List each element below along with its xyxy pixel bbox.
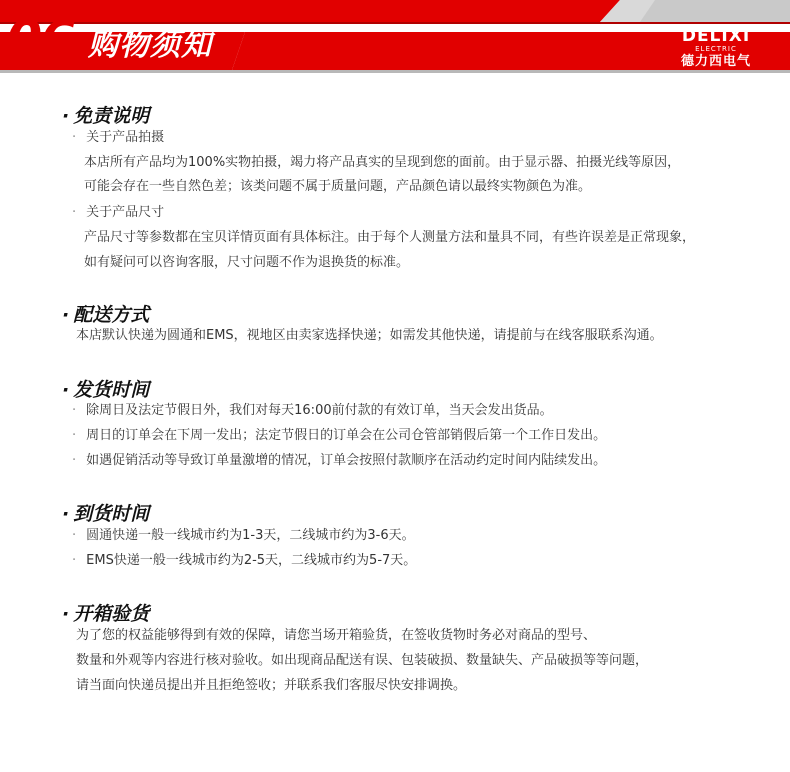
list-bullet: · (72, 428, 77, 443)
brand-logo (668, 28, 764, 72)
paragraph-line: 产品尺寸等参数都在宝贝详情页面有具体标注。由于每个人测量方法和量具不同，有些许误差是正常现象， (84, 230, 696, 245)
heading-bullet: · (62, 105, 70, 127)
section-title: 购物须知 (88, 28, 212, 63)
list-item: · 如遇促销活动等导致订单量激增的情况，订单会按照付款顺序在活动约定时间内陆续发出。 (72, 453, 607, 468)
heading-bullet: · (62, 379, 70, 401)
list-item: · 除周日及法定节假日外，我们对每天16:00前付款的有效订单，当天会发出货品。 (72, 403, 553, 418)
brand-sub: ELECTRIC (695, 45, 737, 53)
heading-bullet: · (62, 304, 70, 326)
paragraph-line: 本店所有产品均为100%实物拍摄，竭力将产品真实的呈现到您的面前。由于显示器、拍摄光线等原因， (84, 155, 681, 170)
list-item: · 周日的订单会在下周一发出；法定节假日的订单会在公司仓管部销假后第一个工作日发出。 (72, 428, 607, 443)
section-number: 06 (6, 10, 75, 70)
paragraph-line: 请当面向快递员提出并且拒绝签收；并联系我们客服尽快安排调换。 (76, 678, 467, 693)
list-bullet: · (72, 528, 77, 543)
paragraph-line: 可能会存在一些自然色差；该类问题不属于质量问题，产品颜色请以最终实物颜色为准。 (84, 179, 592, 194)
header-banner (0, 0, 790, 76)
section-heading: · 到货时间 (62, 503, 150, 525)
paragraph-line: 数量和外观等内容进行核对验收。如出现商品配送有误、包装破损、数量缺失、产品破损等等问题， (76, 653, 649, 668)
brand-name: DELIXI (681, 26, 751, 46)
brand-chinese-name: 德力西电气 (680, 54, 751, 69)
heading-bullet: · (62, 503, 70, 525)
paragraph-line: 本店默认快递为圆通和EMS，视地区由卖家选择快递；如需发其他快递，请提前与在线客服联系沟通。 (76, 328, 663, 343)
paragraph-line: 为了您的权益能够得到有效的保障，请您当场开箱验货，在签收货物时务必对商品的型号、 (76, 628, 597, 643)
section-heading: · 开箱验货 (62, 603, 150, 625)
heading-bullet: · (62, 603, 70, 625)
list-bullet: · (72, 205, 77, 220)
section-heading: · 免责说明 (62, 105, 150, 127)
section-heading: · 配送方式 (62, 304, 150, 326)
list-bullet: · (72, 553, 77, 568)
sub-item: · 关于产品拍摄 (72, 130, 165, 145)
section-heading: · 发货时间 (62, 379, 150, 401)
sub-item: · 关于产品尺寸 (72, 205, 165, 220)
list-bullet: · (72, 403, 77, 418)
list-item: · EMS快递一般一线城市约为2-5天，二线城市约为5-7天。 (72, 553, 417, 568)
paragraph-line: 如有疑问可以咨询客服，尺寸问题不作为退换货的标准。 (84, 255, 410, 270)
list-item: · 圆通快递一般一线城市约为1-3天，二线城市约为3-6天。 (72, 528, 415, 543)
list-bullet: · (72, 453, 77, 468)
list-bullet: · (72, 130, 77, 145)
